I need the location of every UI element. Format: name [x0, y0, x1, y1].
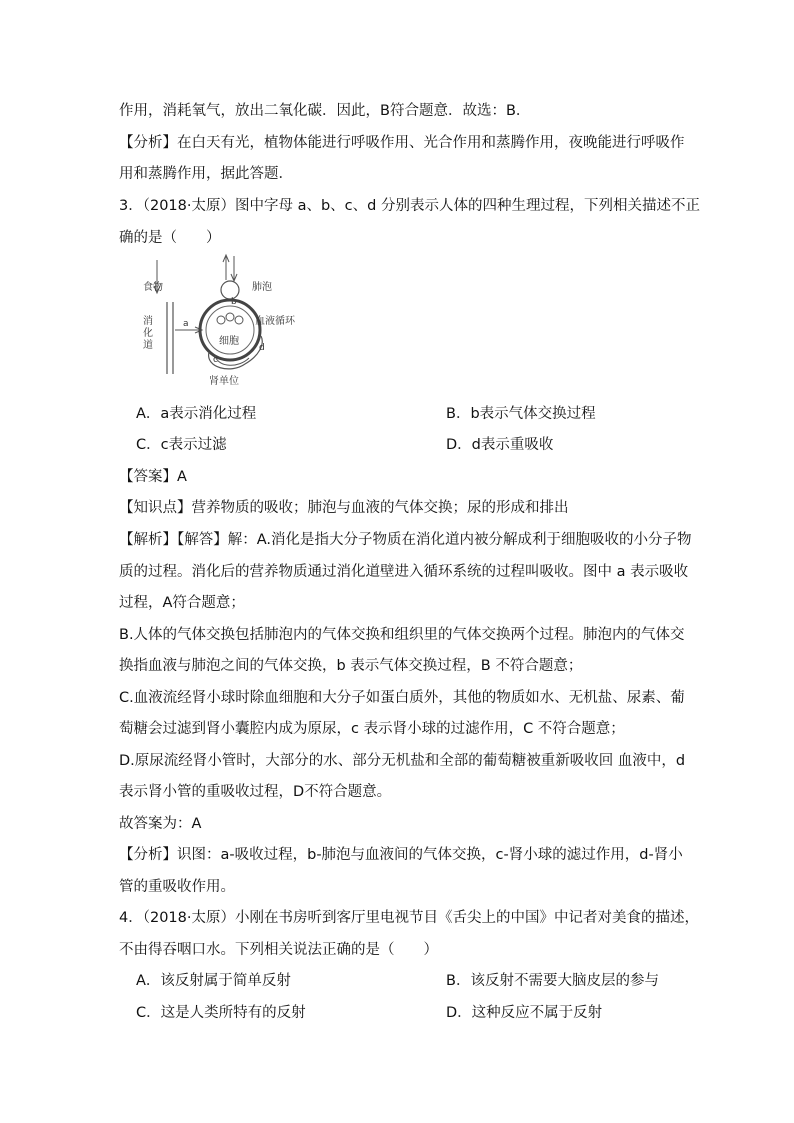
letter-d: d: [259, 343, 265, 353]
letter-a: a: [183, 319, 189, 329]
q4-option-b: B．该反射不需要大脑皮层的参与: [446, 973, 659, 989]
analysis-line: D.原尿流经肾小管时，大部分的水、部分无机盐和全部的葡萄糖被重新吸收回 血液中，d: [119, 753, 686, 769]
summary-line: 管的重吸收作用。: [119, 879, 235, 895]
final-answer-line: 故答案为：A: [119, 816, 202, 832]
analysis-line: 表示肾小管的重吸收过程，D不符合题意。: [119, 784, 392, 800]
text-line: 用和蒸腾作用，据此答题．: [119, 166, 293, 182]
physiology-diagram: [135, 252, 295, 390]
digestive-tract-label-3: 道: [143, 340, 153, 351]
letter-c: c: [213, 355, 218, 365]
text-line: 作用，消耗氧气，放出二氧化碳．因此，B符合题意．故选：B．: [119, 103, 531, 119]
blood-circulation-label: 血液循环: [255, 316, 295, 327]
q3-option-a: A．a表示消化过程: [136, 406, 257, 422]
q3-option-c: C．c表示过滤: [136, 437, 227, 453]
blood-circulation-loop: [200, 300, 260, 360]
analysis-line: 【解析】【解答】解：A.消化是指大分子物质在消化道内被分解成利于细胞吸收的小分子物: [119, 532, 692, 548]
knowledge-point-line: 【知识点】营养物质的吸收；肺泡与血液的气体交换；尿的形成和排出: [119, 500, 569, 516]
question-4-stem: 4．（2018·太原）小刚在书房听到客厅里电视节目《舌尖上的中国》中记者对美食的描述，: [119, 910, 699, 926]
letter-b: b: [231, 297, 237, 307]
food-label: 食物: [143, 282, 163, 293]
answer-line: 【答案】A: [119, 469, 187, 485]
analysis-line: B.人体的气体交换包括肺泡内的气体交换和组织里的气体交换两个过程。肺泡内的气体交: [119, 627, 685, 643]
analysis-line: 过程，A符合题意；: [119, 595, 245, 611]
nephron-label: 肾单位: [209, 376, 239, 387]
analysis-line: 换指血液与肺泡之间的气体交换，b 表示气体交换过程，B 不符合题意；: [119, 658, 583, 674]
analysis-line: 质的过程。消化后的营养物质通过消化道壁进入循环系统的过程叫吸收。图中 a 表示吸收: [119, 564, 689, 580]
question-4-stem: 不由得吞咽口水。下列相关说法正确的是（ ）: [119, 942, 438, 958]
question-3-stem: 3．（2018·太原）图中字母 a、b、c、d 分别表示人体的四种生理过程，下列相关描述不正: [119, 198, 700, 214]
cell-label: 细胞: [219, 336, 239, 347]
summary-line: 【分析】识图：a-吸收过程，b-肺泡与血液间的气体交换，c-肾小球的滤过作用，d-肾小: [119, 847, 683, 863]
q3-option-d: D．d表示重吸收: [446, 437, 554, 453]
q4-option-d: D．这种反应不属于反射: [446, 1005, 603, 1021]
q4-option-c: C．这是人类所特有的反射: [136, 1005, 306, 1021]
analysis-line: 萄糖会过滤到肾小囊腔内成为原尿，c 表示肾小球的过滤作用，C 不符合题意；: [119, 721, 625, 737]
q4-option-a: A．该反射属于简单反射: [136, 973, 291, 989]
question-3-stem: 确的是（ ）: [119, 230, 221, 246]
digestive-tract-label-2: 化: [143, 328, 153, 339]
q3-option-b: B．b表示气体交换过程: [446, 406, 596, 422]
text-line: 【分析】在白天有光，植物体能进行呼吸作用、光合作用和蒸腾作用，夜晚能进行呼吸作: [119, 135, 685, 151]
analysis-line: C.血液流经肾小球时除血细胞和大分子如蛋白质外，其他的物质如水、无机盐、尿素、葡: [119, 690, 685, 706]
digestive-tract-label-1: 消: [143, 316, 153, 327]
alveolus-label: 肺泡: [252, 282, 272, 293]
